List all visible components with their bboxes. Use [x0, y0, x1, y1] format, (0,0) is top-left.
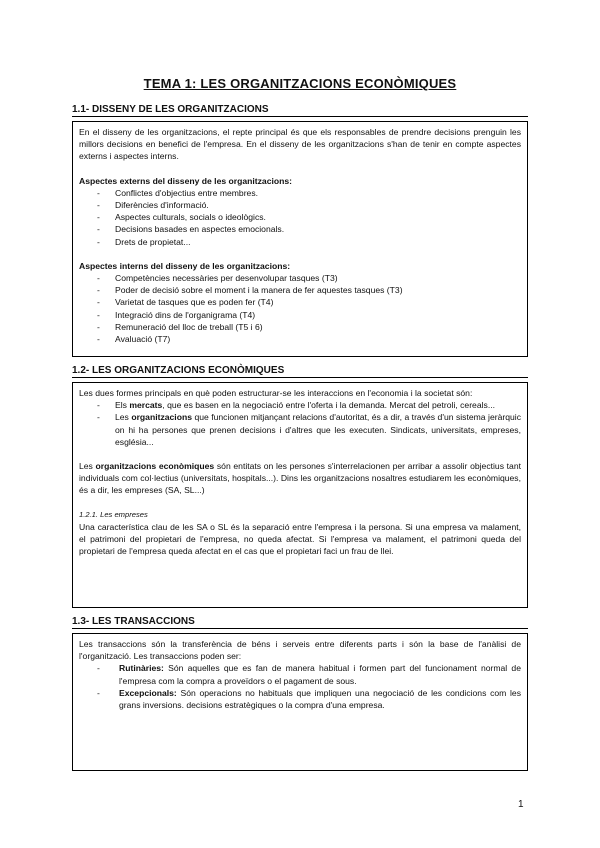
list-item: - Avaluació (T7)	[97, 333, 521, 345]
interaction-forms-list	[79, 399, 521, 448]
text-span: Són aquelles que es fan de manera habitual i formen part del funcionament normal de l'empresa com la compra a proveïdors o el pagament de sous.	[119, 663, 521, 686]
text-span: Les	[115, 412, 132, 423]
text-span: són entitats on les persones s'interrelacionen per arribar a assolir objectius tant individuals com col·lectius (universitats, hospitals...). Dins les organitzacions nosaltres estudiarem les econòmiques, és a dir, les empreses (SA, SL...)	[79, 461, 521, 496]
section-box-design	[72, 121, 528, 357]
text-span: , que es basen en la negociació entre l'oferta i la demanda. Mercat del petroli, cereals...	[162, 400, 495, 411]
external-aspects-list	[79, 187, 521, 248]
text-span: que funcionen mitjançant relacions d'autoritat, és a dir, a través d'un sistema jeràrquic on hi ha persones que prenen decisions i d'altres que les executen. Sindicats, universitats, empreses, església...	[115, 412, 521, 447]
subsection-heading-companies: 1.2.1. Les empreses	[79, 509, 148, 519]
page-number: 1	[518, 799, 524, 810]
list-item: - Decisions basades en aspectes emocionals.	[97, 223, 521, 235]
list-item: - Drets de propietat...	[97, 236, 521, 248]
text-span: Són operacions no habituals que impliquen una negociació de les condicions com les grans inversions. decisions estratègiques o la compra d'una empresa.	[119, 687, 521, 711]
list-item: - Aspectes culturals, socials o ideològics.	[97, 211, 521, 223]
transaction-types-list	[79, 662, 521, 711]
design-intro: En el disseny de les organitzacions, el repte principal és que els responsables de prendre decisions prenguin les millors decisions en benefici de l'empresa. En el disseny de les organitzacions s'han de tenir en compte aspectes externs i aspectes interns.	[79, 127, 521, 162]
list-item-organizations	[97, 411, 521, 448]
text-span: Els	[115, 400, 130, 411]
section-heading-transactions: 1.3- LES TRANSACCIONS	[72, 616, 528, 629]
term-markets: mercats	[129, 400, 163, 411]
list-item: - Integració dins de l'organigrama (T4)	[97, 309, 521, 321]
document-title: TEMA 1: LES ORGANITZACIONS ECONÒMIQUES	[143, 76, 457, 91]
section-heading-economic-organizations: 1.2- LES ORGANITZACIONS ECONÒMIQUES	[72, 365, 528, 378]
internal-aspects-list	[79, 272, 521, 345]
list-item-markets	[97, 399, 521, 411]
external-aspects-title: Aspectes externs del disseny de les organitzacions:	[79, 175, 293, 186]
term-economic-organizations: organitzacions econòmiques	[95, 461, 215, 472]
list-item-routine	[97, 662, 521, 686]
section-heading-design: 1.1- DISSENY DE LES ORGANITZACIONS	[72, 104, 528, 117]
list-item: - Conflictes d'objectius entre membres.	[97, 187, 521, 199]
list-item: - Varietat de tasques que es poden fer (T4)	[97, 296, 521, 308]
list-item: - Remuneració del lloc de treball (T5 i 6)	[97, 321, 521, 333]
economic-organizations-paragraph	[79, 460, 521, 497]
companies-paragraph: Una característica clau de les SA o SL és la separació entre l'empresa i la persona. Si una empresa va malament, el patrimoni del propietari de l'empresa, no queda afectat. Si l'empresa va malament, el patrimoni queda del propietari de l'empresa queda afectat en el cas que el propietari faci un frau de llei.	[79, 521, 521, 557]
section-box-economic-organizations	[72, 382, 528, 608]
list-item: - Diferències d'informació.	[97, 199, 521, 211]
section-box-transactions	[72, 633, 528, 771]
list-item: - Competències necessàries per desenvolupar tasques (T3)	[97, 272, 521, 284]
list-item: - Poder de decisió sobre el moment i la manera de fer aquestes tasques (T3)	[97, 284, 521, 296]
transactions-intro: Les transaccions són la transferència de béns i serveis entre diferents parts i són la base de l'anàlisi de l'organització. Les transaccions poden ser:	[79, 639, 521, 662]
internal-aspects-title: Aspectes interns del disseny de les organitzacions:	[79, 260, 291, 271]
list-item-exceptional	[97, 687, 521, 711]
term-exceptional: Excepcionals:	[119, 687, 177, 698]
text-span: Les	[79, 461, 96, 472]
term-routine: Rutinàries:	[119, 663, 164, 674]
economic-intro: Les dues formes principals en què poden estructurar-se les interaccions en l'economia i la societat són:	[79, 388, 473, 398]
term-organizations: organitzacions	[131, 412, 192, 423]
